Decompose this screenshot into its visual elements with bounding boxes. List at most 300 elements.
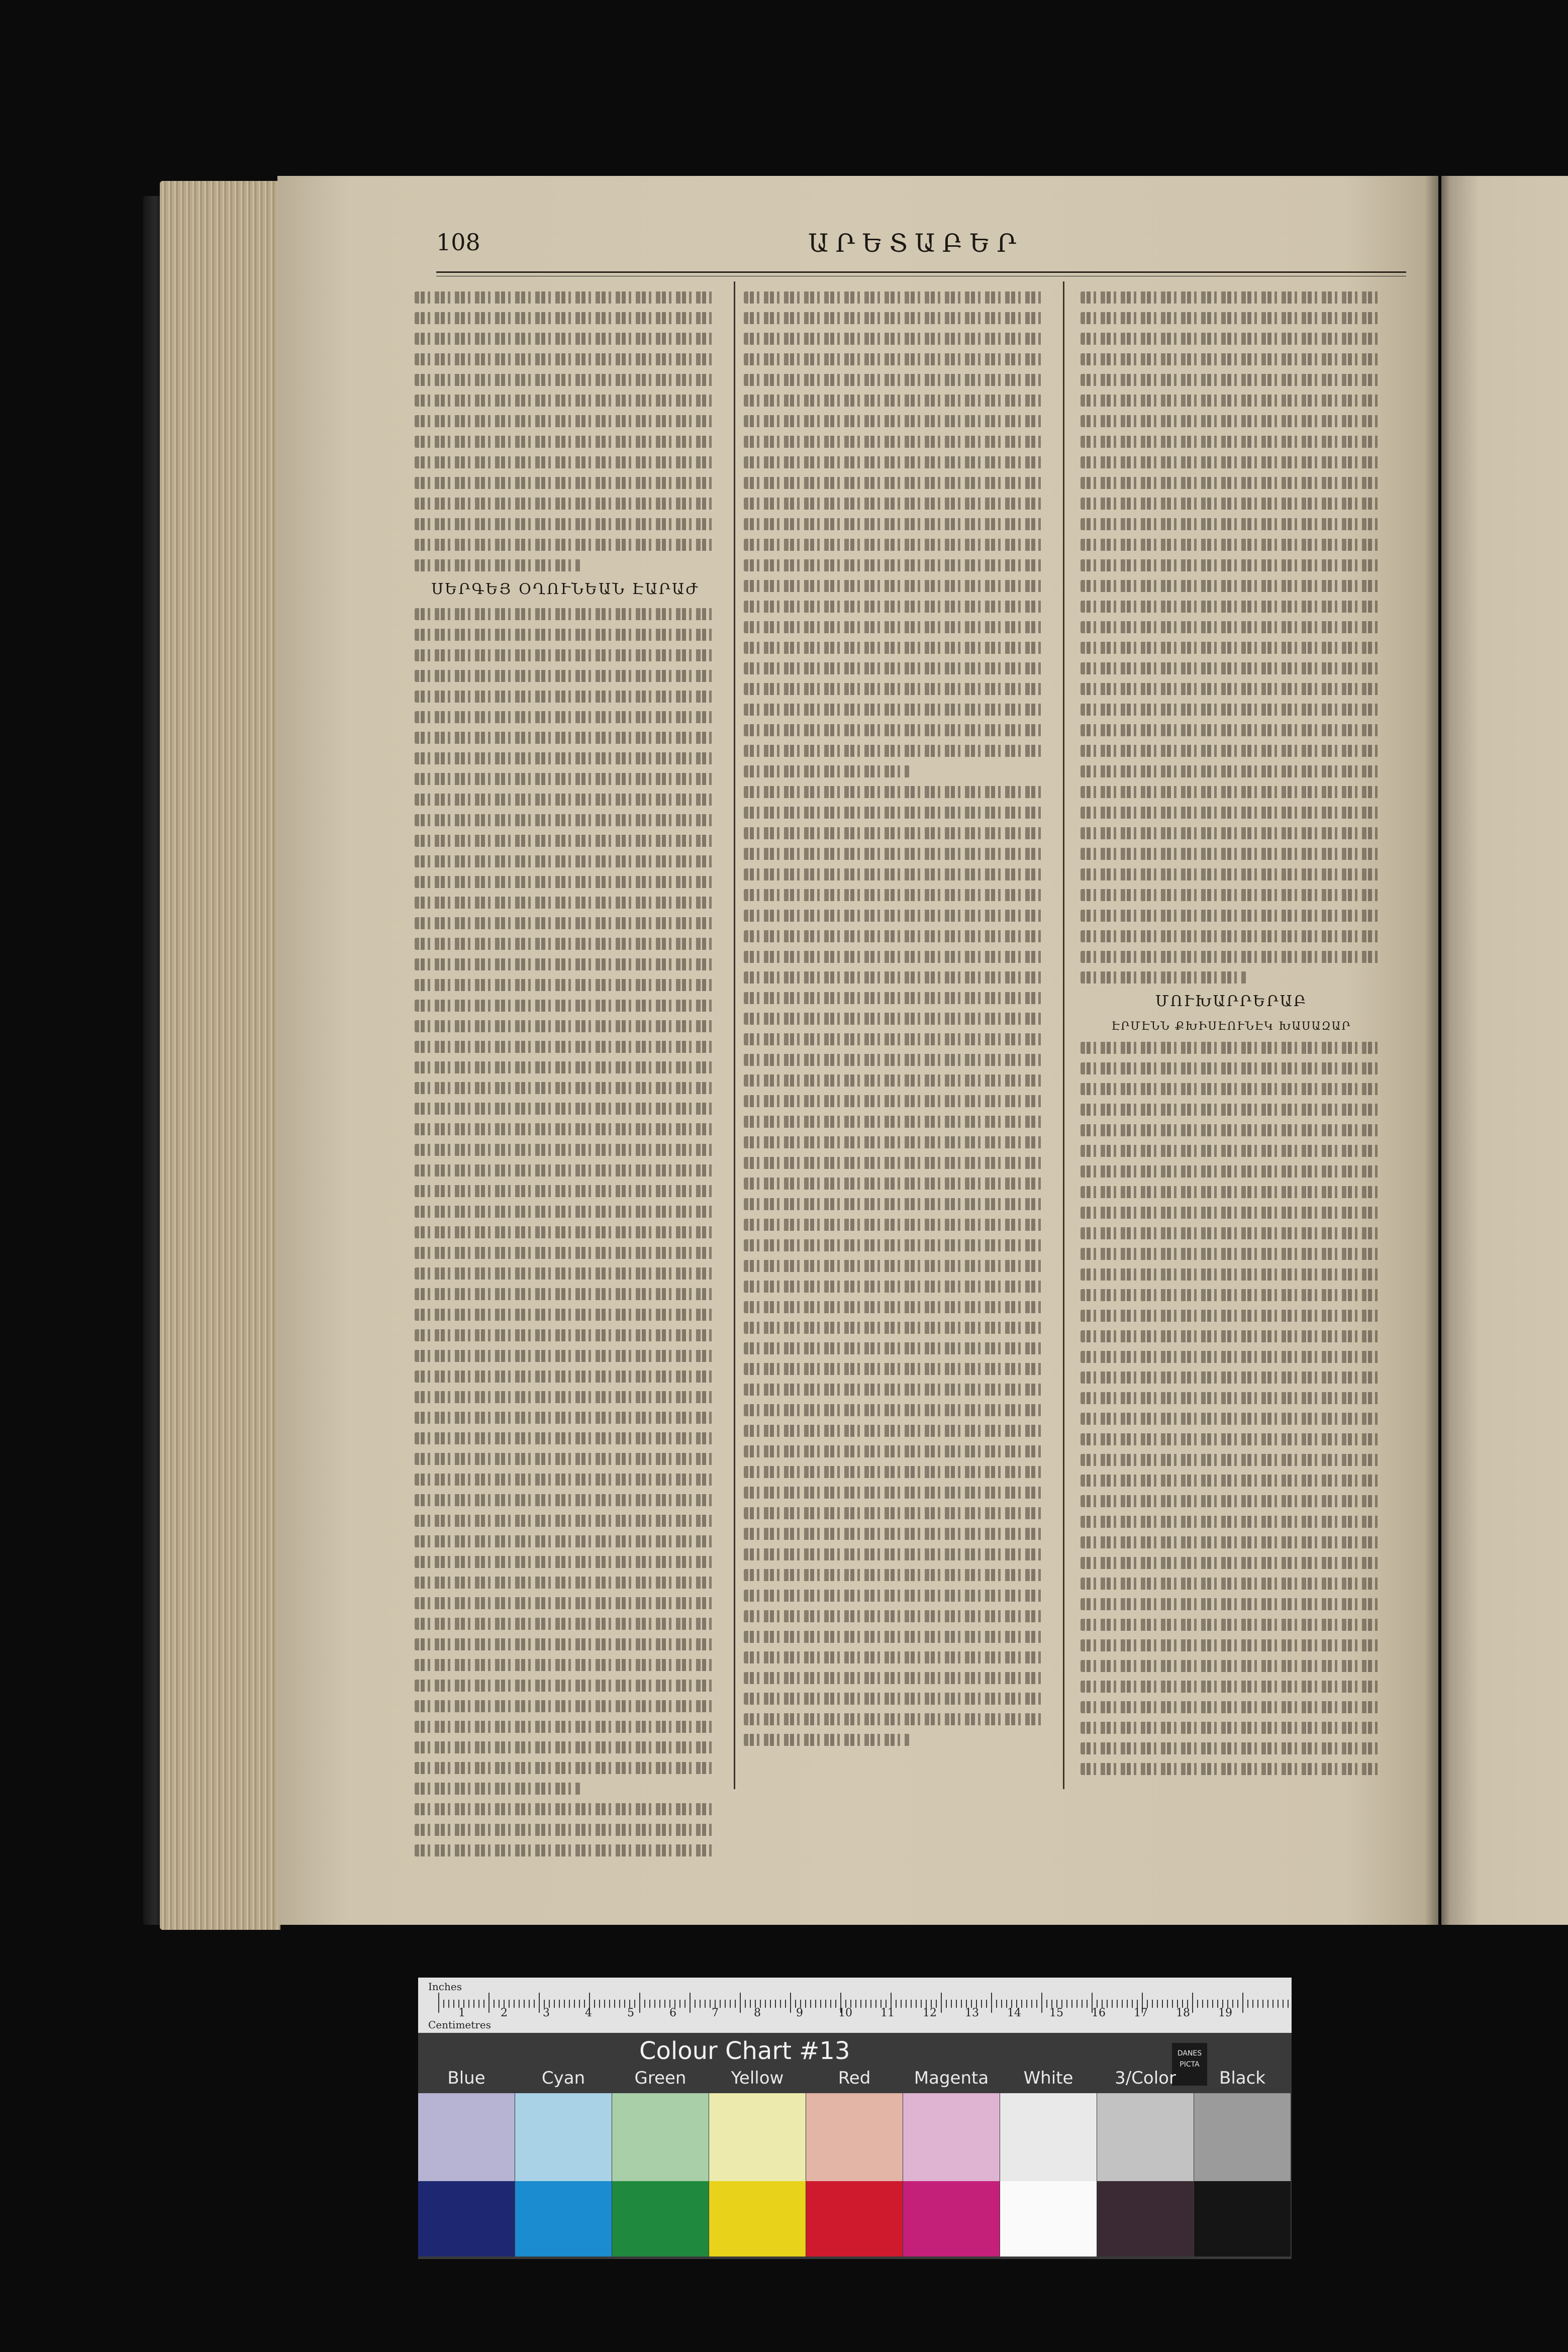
- ruler-tick: [1172, 2000, 1173, 2008]
- ruler-tick: [735, 2000, 736, 2008]
- text-line: [1081, 498, 1382, 510]
- text-line: [744, 1013, 1045, 1025]
- ruler-tick: [1247, 2000, 1248, 2008]
- ruler-tick: [1278, 2000, 1279, 2008]
- text-line: [744, 1301, 1045, 1313]
- text-line: [1081, 1248, 1382, 1260]
- text-line: [415, 1762, 716, 1774]
- ruler-tick: [921, 2000, 922, 2008]
- text-line: [744, 1734, 910, 1746]
- text-line: [1081, 1371, 1382, 1384]
- text-line: [744, 1693, 1045, 1705]
- chart-title: Colour Chart #13: [639, 2037, 850, 2065]
- text-line: [1081, 889, 1382, 901]
- text-line: [415, 1515, 716, 1527]
- text-line: [1081, 518, 1382, 530]
- text-line: [1081, 1392, 1382, 1404]
- swatch-label: Yellow: [731, 2068, 784, 2088]
- running-title: ԱՐԵՏԱԲԵՐ: [808, 229, 1024, 258]
- text-line: [415, 291, 716, 304]
- ruler-tick: [524, 2000, 525, 2008]
- text-line: [744, 539, 1045, 551]
- header-rule: [436, 271, 1406, 276]
- text-line: [744, 807, 1045, 819]
- text-line: [415, 773, 716, 785]
- ruler-tick: [1082, 2000, 1083, 2008]
- text-line: [1081, 415, 1382, 427]
- ruler-tick: [1041, 1993, 1042, 2013]
- text-line: [1081, 1207, 1382, 1219]
- text-line: [744, 436, 1045, 448]
- ruler-tick: [438, 1993, 439, 2013]
- danes-picta-logo: DANES PICTA: [1172, 2043, 1207, 2086]
- text-line: [415, 1164, 716, 1177]
- text-line: [1081, 456, 1382, 468]
- swatch-dark: [1097, 2181, 1194, 2257]
- text-line: [1081, 1413, 1382, 1425]
- ruler-tick: [564, 2000, 565, 2008]
- swatch-dark: [1194, 2181, 1291, 2257]
- text-line: [415, 1577, 716, 1589]
- text-line: [1081, 1639, 1382, 1651]
- ruler-tick: [684, 2000, 685, 2008]
- text-line: [744, 1466, 1045, 1478]
- ruler-tick: [494, 2000, 495, 2008]
- ruler-tick: [951, 2000, 952, 2008]
- section-heading: ԷՐՄԷՆՆ ՔԽԻՍԷՈՒՆԷԿ ԽԱՍԱԶԱՐ: [1111, 1020, 1351, 1033]
- text-line: [1081, 1330, 1382, 1342]
- ruler-tick: [765, 2000, 766, 2008]
- ruler-number: 4: [585, 2007, 592, 2019]
- ruler-number: 17: [1134, 2007, 1148, 2019]
- text-line: [1081, 539, 1382, 551]
- column-divider: [1063, 281, 1064, 1789]
- ruler-tick: [1127, 2000, 1128, 2008]
- ruler-tick: [1157, 2000, 1158, 2008]
- ruler-tick: [695, 2000, 696, 2008]
- ruler-number: 1: [458, 2007, 465, 2019]
- facing-page: [1441, 176, 1568, 1925]
- text-line: [415, 1638, 716, 1650]
- ruler-tick: [961, 2000, 962, 2008]
- text-line: [415, 1700, 716, 1712]
- ruler-tick: [820, 2000, 821, 2008]
- text-line: [415, 1000, 716, 1012]
- page-number: 108: [436, 229, 480, 256]
- ruler-tick: [1288, 2000, 1289, 2008]
- text-column-2: [744, 291, 1045, 1754]
- text-line: [415, 1082, 716, 1094]
- ruler-tick: [473, 2000, 474, 2008]
- ruler-number: 18: [1176, 2007, 1190, 2019]
- text-line: [744, 1610, 1045, 1622]
- swatch-light: [1097, 2093, 1194, 2181]
- swatch-dark: [515, 2181, 612, 2257]
- text-line: [1081, 1186, 1382, 1198]
- text-line: [415, 1288, 716, 1300]
- ruler-tick: [946, 2000, 947, 2008]
- text-line: [415, 1123, 716, 1135]
- ruler-tick: [750, 2000, 751, 2008]
- text-line: [1081, 1619, 1382, 1631]
- text-line: [415, 1474, 716, 1486]
- ruler-tick: [1252, 2000, 1253, 2008]
- text-line: [1081, 477, 1382, 489]
- text-line: [1081, 1454, 1382, 1466]
- ruler-tick: [624, 2000, 625, 2008]
- ruler-number: 12: [923, 2007, 937, 2019]
- text-line: [415, 629, 716, 641]
- ruler-tick: [569, 2000, 570, 2008]
- text-column-1: [415, 291, 716, 1865]
- text-line: [415, 938, 716, 950]
- section-heading: ՄՈՒԽԱՐՐԵՐԱԲ: [1155, 993, 1308, 1010]
- text-line: [415, 670, 716, 682]
- swatch-light: [1194, 2093, 1291, 2181]
- text-line: [1081, 1763, 1382, 1775]
- text-line: [744, 333, 1045, 345]
- text-line: [1081, 1516, 1382, 1528]
- text-line: [1081, 1145, 1382, 1157]
- text-line: [744, 786, 1045, 798]
- text-line: [415, 374, 716, 386]
- text-line: [1081, 1042, 1382, 1054]
- swatch-label: Black: [1219, 2068, 1265, 2088]
- ruler-number: 14: [1007, 2007, 1021, 2019]
- swatch-dark: [418, 2181, 515, 2257]
- ruler-tick: [448, 2000, 449, 2008]
- text-line: [744, 1363, 1045, 1375]
- ruler-tick: [810, 2000, 811, 2008]
- text-line: [415, 1453, 716, 1465]
- text-line: [1081, 1165, 1382, 1178]
- ruler-number: 6: [669, 2007, 676, 2019]
- text-line: [1081, 1083, 1382, 1095]
- ruler-tick: [775, 2000, 776, 2008]
- text-line: [415, 353, 716, 365]
- text-line: [744, 1528, 1045, 1540]
- text-line: [744, 1033, 1045, 1045]
- ruler-tick: [730, 2000, 731, 2008]
- swatch-dark: [612, 2181, 709, 2257]
- text-line: [415, 1370, 716, 1383]
- ruler-tick: [443, 2000, 444, 2008]
- ruler-tick: [770, 2000, 771, 2008]
- text-line: [744, 1178, 1045, 1190]
- swatch-label: White: [1023, 2068, 1073, 2088]
- ruler-tick: [1267, 2000, 1268, 2008]
- text-line: [744, 1198, 1045, 1210]
- ruler-tick: [815, 2000, 816, 2008]
- ruler-tick: [609, 2000, 610, 2008]
- text-line: [415, 1494, 716, 1506]
- ruler-tick: [1046, 2000, 1047, 2008]
- ruler-tick: [865, 2000, 866, 2008]
- text-line: [415, 752, 716, 764]
- ruler-tick: [1122, 2000, 1123, 2008]
- swatch-label: Magenta: [914, 2068, 989, 2088]
- text-line: [744, 1404, 1045, 1416]
- text-line: [744, 1425, 1045, 1437]
- text-line: [744, 910, 1045, 922]
- text-line: [415, 539, 716, 551]
- swatch-dark: [903, 2181, 1000, 2257]
- text-line: [744, 498, 1045, 510]
- ruler-tick: [1232, 2000, 1233, 2008]
- ruler-tick: [790, 1993, 791, 2013]
- text-line: [744, 662, 1045, 674]
- text-line: [1081, 1433, 1382, 1445]
- ruler-tick: [1197, 2000, 1198, 2008]
- text-line: [1081, 1351, 1382, 1363]
- ruler-tick: [619, 2000, 620, 2008]
- text-line: [744, 312, 1045, 324]
- text-line: [744, 601, 1045, 613]
- ruler-tick: [1283, 2000, 1284, 2008]
- ruler-number: 11: [880, 2007, 895, 2019]
- ruler-tick: [1152, 2000, 1153, 2008]
- ruler-tick: [1192, 1993, 1193, 2013]
- text-line: [415, 1391, 716, 1403]
- text-line: [415, 1412, 716, 1424]
- text-line: [744, 1239, 1045, 1251]
- ruler-tick: [604, 2000, 605, 2008]
- text-column-3: [1081, 291, 1382, 1784]
- ruler-tick: [1207, 2000, 1208, 2008]
- ruler-tick: [855, 2000, 856, 2008]
- ruler-tick: [1036, 2000, 1037, 2008]
- text-line: [415, 917, 716, 929]
- page-header: [436, 229, 1401, 264]
- text-line: [1081, 333, 1382, 345]
- ruler-number: 13: [965, 2007, 979, 2019]
- ruler-cm-label: Centimetres: [428, 2019, 491, 2031]
- text-line: [1081, 910, 1382, 922]
- ruler-tick: [1257, 2000, 1258, 2008]
- text-line: [744, 559, 1045, 571]
- ruler-tick: [453, 2000, 454, 2008]
- ruler-tick: [870, 2000, 871, 2008]
- ruler-number: 3: [543, 2007, 550, 2019]
- ruler-tick: [594, 2000, 595, 2008]
- ruler-tick: [1087, 2000, 1088, 2008]
- ruler-tick: [614, 2000, 615, 2008]
- text-line: [415, 1350, 716, 1362]
- swatch-dark: [806, 2181, 903, 2257]
- text-line: [1081, 395, 1382, 407]
- text-line: [1081, 1124, 1382, 1136]
- text-line: [744, 745, 1045, 757]
- page-edges: [160, 181, 280, 1930]
- text-line: [1081, 848, 1382, 860]
- ruler-tick: [679, 2000, 680, 2008]
- ruler-number: 5: [627, 2007, 634, 2019]
- text-line: [415, 1721, 716, 1733]
- text-line: [1081, 765, 1382, 777]
- text-line: [1081, 1495, 1382, 1507]
- text-line: [415, 1020, 716, 1032]
- text-line: [1081, 951, 1382, 963]
- ruler-tick: [509, 2000, 510, 2008]
- text-line: [1081, 1310, 1382, 1322]
- ruler-tick: [1242, 1993, 1243, 2013]
- swatch-label: 3/Color: [1115, 2068, 1176, 2088]
- text-line: [744, 1445, 1045, 1457]
- ruler-tick: [710, 2000, 711, 2008]
- ruler-tick: [1026, 2000, 1027, 2008]
- ruler-tick: [644, 2000, 645, 2008]
- ruler-tick: [830, 2000, 831, 2008]
- swatch-light: [515, 2093, 612, 2181]
- swatch-light: [1000, 2093, 1097, 2181]
- ruler-number: 2: [501, 2007, 508, 2019]
- text-line: [415, 1680, 716, 1692]
- text-line: [1081, 559, 1382, 571]
- text-line: [1081, 786, 1382, 798]
- ruler-tick: [725, 2000, 726, 2008]
- text-line: [415, 1618, 716, 1630]
- text-line: [415, 456, 716, 468]
- ruler-tick: [1262, 2000, 1263, 2008]
- ruler: [418, 1978, 1292, 2033]
- colour-chart: [418, 1978, 1292, 2259]
- ruler-tick: [991, 1993, 992, 2013]
- text-line: [415, 958, 716, 970]
- text-line: [415, 1206, 716, 1218]
- ruler-tick: [468, 2000, 469, 2008]
- ruler-tick: [639, 1993, 640, 2013]
- ruler-tick: [911, 2000, 912, 2008]
- ruler-tick: [1237, 2000, 1238, 2008]
- ruler-tick: [785, 2000, 786, 2008]
- ruler-tick: [901, 2000, 902, 2008]
- text-line: [1081, 827, 1382, 839]
- text-line: [415, 711, 716, 723]
- ruler-tick: [1272, 2000, 1273, 2008]
- text-line: [415, 1144, 716, 1156]
- ruler-inches-label: Inches: [428, 1981, 462, 1993]
- ruler-tick: [554, 2000, 555, 2008]
- text-line: [1081, 1536, 1382, 1548]
- ruler-tick: [1001, 2000, 1002, 2008]
- ruler-tick: [875, 2000, 876, 2008]
- ruler-tick: [514, 2000, 515, 2008]
- ruler-tick: [705, 2000, 706, 2008]
- text-line: [1081, 1722, 1382, 1734]
- swatch-light: [418, 2093, 515, 2181]
- text-line: [415, 1226, 716, 1238]
- ruler-tick: [488, 1993, 489, 2013]
- swatch-label: Red: [838, 2068, 871, 2088]
- text-line: [1081, 642, 1382, 654]
- text-line: [744, 1342, 1045, 1354]
- text-line: [415, 814, 716, 826]
- ruler-tick: [539, 1993, 540, 2013]
- text-line: [744, 868, 1045, 880]
- text-line: [744, 1384, 1045, 1396]
- text-line: [1081, 704, 1382, 716]
- column-divider: [734, 281, 735, 1789]
- text-line: [744, 518, 1045, 530]
- text-line: [415, 1824, 716, 1836]
- text-line: [1081, 1598, 1382, 1610]
- text-line: [744, 848, 1045, 860]
- text-line: [415, 1535, 716, 1547]
- text-line: [1081, 868, 1382, 880]
- ruler-tick: [720, 2000, 721, 2008]
- ruler-tick: [986, 2000, 987, 2008]
- text-line: [744, 1713, 1045, 1725]
- ruler-tick: [896, 2000, 897, 2008]
- gutter-shadow: [1425, 176, 1450, 1925]
- text-line: [415, 1309, 716, 1321]
- ruler-tick: [1031, 2000, 1032, 2008]
- text-line: [415, 835, 716, 847]
- ruler-tick: [740, 1993, 741, 2013]
- ruler-tick: [1162, 2000, 1163, 2008]
- text-line: [744, 1631, 1045, 1643]
- text-line: [1081, 1104, 1382, 1116]
- ruler-tick: [499, 2000, 500, 2008]
- swatch-label: Green: [634, 2068, 687, 2088]
- text-line: [744, 1322, 1045, 1334]
- text-line: [1081, 807, 1382, 819]
- text-line: [1081, 745, 1382, 757]
- text-line: [415, 1597, 716, 1609]
- text-line: [415, 395, 716, 407]
- text-line: [415, 691, 716, 703]
- text-line: [415, 436, 716, 448]
- text-line: [415, 979, 716, 991]
- text-line: [744, 1116, 1045, 1128]
- ruler-tick: [574, 2000, 575, 2008]
- text-line: [415, 333, 716, 345]
- text-line: [1081, 1742, 1382, 1754]
- ruler-number: 10: [838, 2007, 852, 2019]
- text-line: [415, 559, 580, 571]
- ruler-tick: [483, 2000, 484, 2008]
- text-line: [1081, 312, 1382, 324]
- text-line: [744, 1487, 1045, 1499]
- swatch-dark: [709, 2181, 806, 2257]
- text-line: [415, 1247, 716, 1259]
- ruler-tick: [659, 2000, 660, 2008]
- swatch-dark: [1000, 2181, 1097, 2257]
- ruler-tick: [956, 2000, 957, 2008]
- swatch-light: [709, 2093, 806, 2181]
- text-line: [415, 1185, 716, 1197]
- text-line: [744, 992, 1045, 1004]
- text-line: [1081, 1578, 1382, 1590]
- text-line: [415, 1432, 716, 1444]
- ruler-tick: [654, 2000, 655, 2008]
- text-line: [415, 897, 716, 909]
- ruler-tick: [1076, 2000, 1077, 2008]
- text-line: [744, 827, 1045, 839]
- text-line: [1081, 621, 1382, 633]
- ruler-tick: [916, 2000, 917, 2008]
- text-line: [744, 1054, 1045, 1066]
- ruler-tick: [1112, 2000, 1113, 2008]
- text-line: [415, 1556, 716, 1568]
- text-line: [415, 876, 716, 888]
- ruler-tick: [1021, 2000, 1022, 2008]
- text-line: [1081, 1062, 1382, 1074]
- ruler-tick: [690, 1993, 691, 2013]
- ruler-tick: [860, 2000, 861, 2008]
- text-line: [744, 580, 1045, 592]
- ruler-tick: [529, 2000, 530, 2008]
